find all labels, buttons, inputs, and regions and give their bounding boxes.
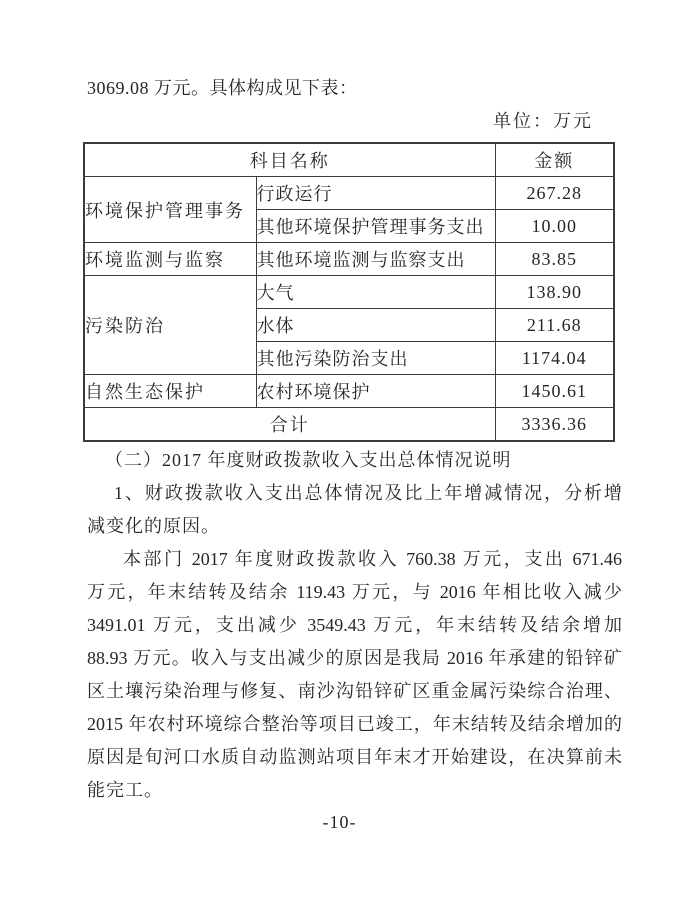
paragraph-line: 区土壤污染治理与修复、南沙沟铅锌矿区重金属污染综合治理、 [87, 681, 622, 701]
item-cell: 其他环境保护管理事务支出 [256, 210, 495, 243]
budget-table [83, 142, 615, 442]
item-cell: 行政运行 [256, 177, 495, 210]
amount-cell: 83.85 [495, 243, 614, 276]
paragraph-line: 万元，年末结转及结余 119.43 万元，与 2016 年相比收入减少 [87, 582, 622, 602]
table-total-row [84, 408, 614, 442]
amount-cell: 138.90 [495, 276, 614, 309]
item-cell: 水体 [256, 309, 495, 342]
table-row [84, 375, 614, 408]
amount-cell: 1450.61 [495, 375, 614, 408]
paragraph-line: 2015 年农村环境综合整治等项目已竣工，年末结转及结余增加的 [87, 714, 622, 734]
item-cell: 大气 [256, 276, 495, 309]
paragraph-line: 原因是旬河口水质自动监测站项目年末才开始建设，在决算前未 [87, 747, 622, 767]
amount-cell: 1174.04 [495, 342, 614, 375]
section-heading: （二）2017 年度财政拨款收入支出总体情况说明 [105, 450, 512, 470]
intro-text: 3069.08 万元。具体构成见下表： [87, 78, 358, 98]
category-cell: 自然生态保护 [84, 375, 256, 408]
amount-cell: 267.28 [495, 177, 614, 210]
table-row [84, 177, 614, 210]
item-cell: 农村环境保护 [256, 375, 495, 408]
category-cell: 环境监测与监察 [84, 243, 256, 276]
category-cell: 污染防治 [84, 276, 256, 375]
paragraph-line: 3491.01 万元，支出减少 3549.43 万元，年末结转及结余增加 [87, 615, 622, 635]
column-header-subject: 科目名称 [84, 143, 495, 177]
paragraph-line: 本部门 2017 年度财政拨款收入 760.38 万元，支出 671.46 [123, 549, 622, 569]
total-amount-cell: 3336.36 [495, 408, 614, 442]
table-row [84, 276, 614, 309]
item-cell: 其他环境监测与监察支出 [256, 243, 495, 276]
table-header-row [84, 143, 614, 177]
unit-label: 单位：万元 [493, 111, 593, 131]
paragraph-line: 88.93 万元。收入与支出减少的原因是我局 2016 年承建的铅锌矿 [87, 648, 622, 668]
amount-cell: 10.00 [495, 210, 614, 243]
item-cell: 其他污染防治支出 [256, 342, 495, 375]
table-row [84, 243, 614, 276]
amount-cell: 211.68 [495, 309, 614, 342]
paragraph-line: 1、财政拨款收入支出总体情况及比上年增减情况，分析增 [114, 483, 622, 503]
page-number: -10- [322, 812, 357, 832]
total-label-cell: 合计 [84, 408, 495, 442]
paragraph-line: 减变化的原因。 [87, 516, 220, 536]
body-text [87, 444, 622, 807]
column-header-amount: 金额 [495, 143, 614, 177]
category-cell: 环境保护管理事务 [84, 177, 256, 243]
paragraph-line: 能完工。 [87, 780, 163, 800]
